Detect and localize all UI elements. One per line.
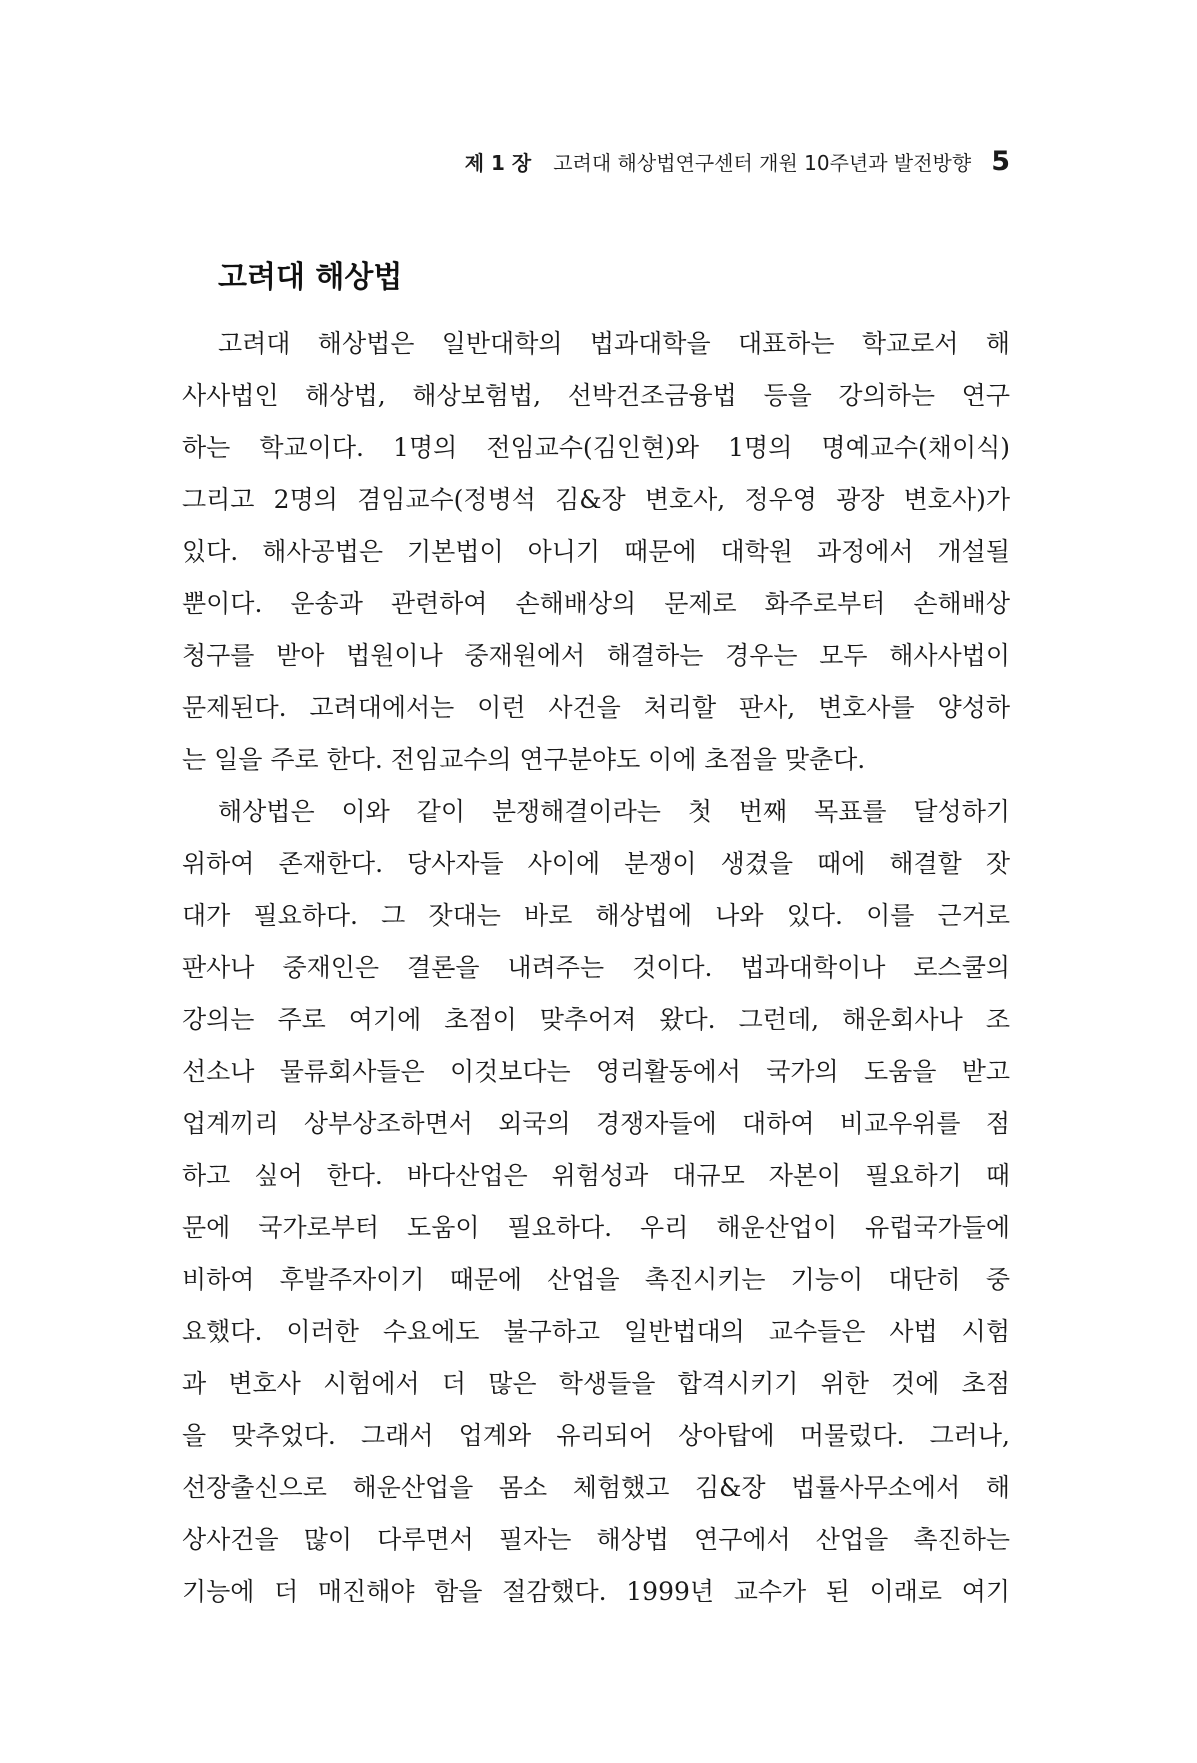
text-line: 판사나 중재인은 결론을 내려주는 것이다. 법과대학이나 로스쿨의 xyxy=(182,953,1010,982)
text-line: 선장출신으로 해운산업을 몸소 체험했고 김&장 법률사무소에서 해 xyxy=(182,1473,1010,1502)
text-line: 위하여 존재한다. 당사자들 사이에 분쟁이 생겼을 때에 해결할 잣 xyxy=(182,849,1010,878)
text-line: 있다. 해사공법은 기본법이 아니기 때문에 대학원 과정에서 개설될 xyxy=(182,537,1010,566)
text-line: 선소나 물류회사들은 이것보다는 영리활동에서 국가의 도움을 받고 xyxy=(182,1057,1010,1086)
text-line: 과 변호사 시험에서 더 많은 학생들을 합격시키기 위한 것에 초점 xyxy=(182,1369,1010,1398)
text-line: 문제된다. 고려대에서는 이런 사건을 처리할 판사, 변호사를 양성하 xyxy=(182,693,1010,722)
text-line: 기능에 더 매진해야 함을 절감했다. 1999년 교수가 된 이래로 여기 xyxy=(182,1577,1010,1606)
text-line: 상사건을 많이 다루면서 필자는 해상법 연구에서 산업을 촉진하는 xyxy=(182,1525,1010,1554)
text-line: 강의는 주로 여기에 초점이 맞추어져 왔다. 그런데, 해운회사나 조 xyxy=(182,1005,1010,1034)
text-line: 을 맞추었다. 그래서 업계와 유리되어 상아탑에 머물렀다. 그러나, xyxy=(182,1421,1010,1450)
text-line: 요했다. 이러한 수요에도 불구하고 일반법대의 교수들은 사법 시험 xyxy=(182,1317,1010,1346)
text-line: 문에 국가로부터 도움이 필요하다. 우리 해운산업이 유럽국가들에 xyxy=(182,1213,1010,1242)
paragraph-2 xyxy=(182,786,1010,1618)
paragraph-1 xyxy=(182,318,1010,786)
text-line: 사사법인 해상법, 해상보험법, 선박건조금융법 등을 강의하는 연구 xyxy=(182,381,1010,410)
text-line: 해상법은 이와 같이 분쟁해결이라는 첫 번째 목표를 달성하기 xyxy=(218,797,1010,826)
page-number: 5 xyxy=(991,146,1010,177)
text-line: 비하여 후발주자이기 때문에 산업을 촉진시키는 기능이 대단히 중 xyxy=(182,1265,1010,1294)
text-line: 는 일을 주로 한다. 전임교수의 연구분야도 이에 초점을 맞춘다. xyxy=(182,745,866,774)
section-title: 고려대 해상법 xyxy=(218,260,403,295)
running-header xyxy=(0,146,1010,177)
text-line: 뿐이다. 운송과 관련하여 손해배상의 문제로 화주로부터 손해배상 xyxy=(182,589,1010,618)
text-line: 하는 학교이다. 1명의 전임교수(김인현)와 1명의 명예교수(채이식) xyxy=(182,433,1010,462)
text-line: 그리고 2명의 겸임교수(정병석 김&장 변호사, 정우영 광장 변호사)가 xyxy=(182,485,1010,514)
text-line: 대가 필요하다. 그 잣대는 바로 해상법에 나와 있다. 이를 근거로 xyxy=(182,901,1010,930)
text-line: 청구를 받아 법원이나 중재원에서 해결하는 경우는 모두 해사사법이 xyxy=(182,641,1010,670)
chapter-label: 제 1 장 xyxy=(464,151,532,175)
chapter-title: 고려대 해상법연구센터 개원 10주년과 발전방향 xyxy=(553,151,972,175)
text-line: 고려대 해상법은 일반대학의 법과대학을 대표하는 학교로서 해 xyxy=(218,329,1010,358)
text-line: 하고 싶어 한다. 바다산업은 위험성과 대규모 자본이 필요하기 때 xyxy=(182,1161,1010,1190)
body-text xyxy=(182,318,1010,1618)
text-line: 업계끼리 상부상조하면서 외국의 경쟁자들에 대하여 비교우위를 점 xyxy=(182,1109,1010,1138)
